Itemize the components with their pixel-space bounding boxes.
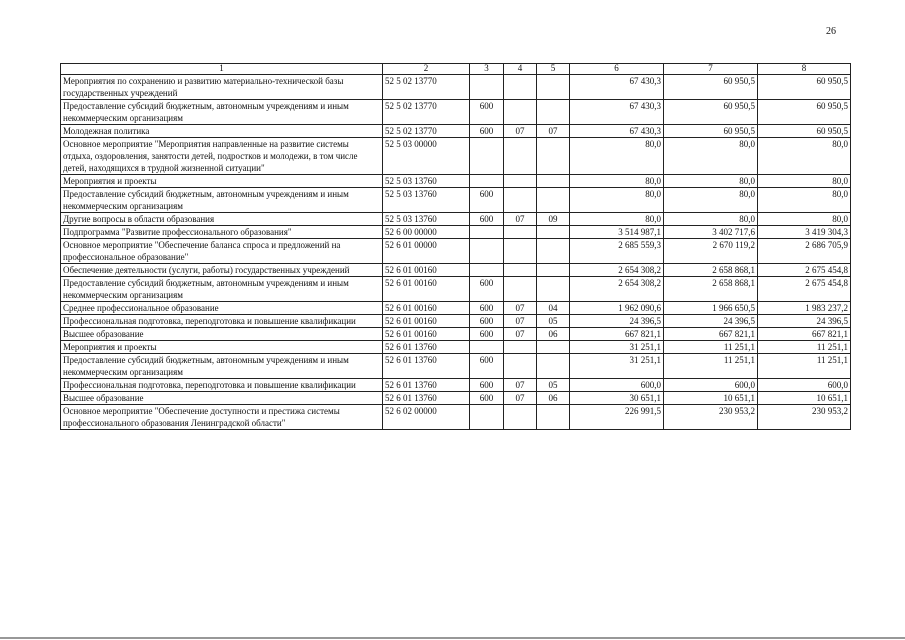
target-code-cell: 52 6 01 00160 — [383, 315, 470, 328]
section-cell — [504, 264, 537, 277]
amount-year1-cell: 1 962 090,6 — [570, 302, 664, 315]
amount-year3-cell: 667 821,1 — [758, 328, 851, 341]
section-cell — [504, 188, 537, 213]
amount-year1-cell: 2 654 308,2 — [570, 264, 664, 277]
section-cell — [504, 138, 537, 175]
table-row — [61, 392, 851, 405]
amount-year2-cell: 10 651,1 — [664, 392, 758, 405]
section-cell: 07 — [504, 392, 537, 405]
amount-year1-cell: 600,0 — [570, 379, 664, 392]
amount-year3-cell: 11 251,1 — [758, 354, 851, 379]
section-cell: 07 — [504, 302, 537, 315]
subsection-cell: 06 — [537, 392, 570, 405]
amount-year2-cell: 2 658 868,1 — [664, 277, 758, 302]
subsection-cell — [537, 239, 570, 264]
table-row — [61, 277, 851, 302]
amount-year2-cell: 667 821,1 — [664, 328, 758, 341]
subsection-cell — [537, 175, 570, 188]
row-name-cell: Профессиональная подготовка, переподготовка и повышение квалификации — [61, 379, 383, 392]
column-header: 3 — [470, 64, 504, 75]
subsection-cell — [537, 405, 570, 430]
expense-type-cell — [470, 239, 504, 264]
row-name-cell: Обеспечение деятельности (услуги, работы) государственных учреждений — [61, 264, 383, 277]
expense-type-cell: 600 — [470, 188, 504, 213]
column-header: 8 — [758, 64, 851, 75]
row-name-cell: Предоставление субсидий бюджетным, автономным учреждениям и иным некоммерческим организациям — [61, 100, 383, 125]
column-header: 2 — [383, 64, 470, 75]
column-header: 6 — [570, 64, 664, 75]
amount-year2-cell: 3 402 717,6 — [664, 226, 758, 239]
expense-type-cell — [470, 75, 504, 100]
subsection-cell: 05 — [537, 379, 570, 392]
row-name-cell: Профессиональная подготовка, переподготовка и повышение квалификации — [61, 315, 383, 328]
table-row — [61, 239, 851, 264]
amount-year1-cell: 226 991,5 — [570, 405, 664, 430]
subsection-cell — [537, 188, 570, 213]
row-name-cell: Молодежная политика — [61, 125, 383, 138]
amount-year1-cell: 24 396,5 — [570, 315, 664, 328]
amount-year3-cell: 10 651,1 — [758, 392, 851, 405]
table-row — [61, 100, 851, 125]
row-name-cell: Основное мероприятие "Обеспечение доступности и престижа системы профессионального образования Ленинградской области" — [61, 405, 383, 430]
section-cell: 07 — [504, 379, 537, 392]
amount-year3-cell: 600,0 — [758, 379, 851, 392]
amount-year3-cell: 60 950,5 — [758, 125, 851, 138]
target-code-cell: 52 5 03 13760 — [383, 175, 470, 188]
expense-type-cell — [470, 405, 504, 430]
amount-year2-cell: 11 251,1 — [664, 354, 758, 379]
row-name-cell: Мероприятия и проекты — [61, 341, 383, 354]
target-code-cell: 52 6 01 00000 — [383, 239, 470, 264]
target-code-cell: 52 5 03 00000 — [383, 138, 470, 175]
amount-year3-cell: 24 396,5 — [758, 315, 851, 328]
amount-year1-cell: 2 654 308,2 — [570, 277, 664, 302]
amount-year3-cell: 80,0 — [758, 188, 851, 213]
column-header: 7 — [664, 64, 758, 75]
amount-year1-cell: 30 651,1 — [570, 392, 664, 405]
amount-year2-cell: 11 251,1 — [664, 341, 758, 354]
amount-year1-cell: 31 251,1 — [570, 341, 664, 354]
amount-year2-cell: 60 950,5 — [664, 100, 758, 125]
row-name-cell: Основное мероприятие "Обеспечение баланса спроса и предложений на профессиональное образование" — [61, 239, 383, 264]
subsection-cell: 05 — [537, 315, 570, 328]
target-code-cell: 52 6 01 13760 — [383, 392, 470, 405]
amount-year3-cell: 80,0 — [758, 175, 851, 188]
expense-type-cell: 600 — [470, 392, 504, 405]
section-cell: 07 — [504, 213, 537, 226]
table-row — [61, 302, 851, 315]
expense-type-cell: 600 — [470, 125, 504, 138]
column-header: 4 — [504, 64, 537, 75]
section-cell: 07 — [504, 315, 537, 328]
row-name-cell: Мероприятия и проекты — [61, 175, 383, 188]
scan-edge-line — [0, 637, 905, 639]
section-cell — [504, 354, 537, 379]
target-code-cell: 52 6 00 00000 — [383, 226, 470, 239]
amount-year3-cell: 230 953,2 — [758, 405, 851, 430]
column-header: 5 — [537, 64, 570, 75]
amount-year2-cell: 80,0 — [664, 138, 758, 175]
amount-year1-cell: 3 514 987,1 — [570, 226, 664, 239]
table-row — [61, 354, 851, 379]
amount-year1-cell: 80,0 — [570, 138, 664, 175]
subsection-cell — [537, 277, 570, 302]
amount-year2-cell: 1 966 650,5 — [664, 302, 758, 315]
table-row — [61, 175, 851, 188]
amount-year2-cell: 60 950,5 — [664, 125, 758, 138]
amount-year3-cell: 60 950,5 — [758, 75, 851, 100]
amount-year1-cell: 80,0 — [570, 213, 664, 226]
amount-year3-cell: 80,0 — [758, 138, 851, 175]
table-row — [61, 379, 851, 392]
amount-year3-cell: 2 675 454,8 — [758, 277, 851, 302]
target-code-cell: 52 6 01 00160 — [383, 328, 470, 341]
amount-year2-cell: 60 950,5 — [664, 75, 758, 100]
table-row — [61, 341, 851, 354]
row-name-cell: Предоставление субсидий бюджетным, автономным учреждениям и иным некоммерческим организациям — [61, 354, 383, 379]
section-cell — [504, 226, 537, 239]
table-row — [61, 188, 851, 213]
target-code-cell: 52 6 01 00160 — [383, 277, 470, 302]
row-name-cell: Предоставление субсидий бюджетным, автономным учреждениям и иным некоммерческим организациям — [61, 277, 383, 302]
subsection-cell — [537, 354, 570, 379]
table-row — [61, 213, 851, 226]
subsection-cell — [537, 100, 570, 125]
amount-year1-cell: 67 430,3 — [570, 100, 664, 125]
table-header-row — [61, 64, 851, 75]
section-cell — [504, 277, 537, 302]
amount-year2-cell: 80,0 — [664, 213, 758, 226]
target-code-cell: 52 6 01 13760 — [383, 341, 470, 354]
amount-year2-cell: 2 670 119,2 — [664, 239, 758, 264]
table-row — [61, 315, 851, 328]
amount-year1-cell: 667 821,1 — [570, 328, 664, 341]
expense-type-cell: 600 — [470, 379, 504, 392]
section-cell — [504, 75, 537, 100]
target-code-cell: 52 6 01 13760 — [383, 379, 470, 392]
column-header: 1 — [61, 64, 383, 75]
target-code-cell: 52 6 01 13760 — [383, 354, 470, 379]
amount-year3-cell: 2 686 705,9 — [758, 239, 851, 264]
amount-year3-cell: 60 950,5 — [758, 100, 851, 125]
table-row — [61, 405, 851, 430]
subsection-cell — [537, 264, 570, 277]
expense-type-cell — [470, 264, 504, 277]
amount-year1-cell: 31 251,1 — [570, 354, 664, 379]
row-name-cell: Высшее образование — [61, 392, 383, 405]
section-cell — [504, 405, 537, 430]
amount-year2-cell: 24 396,5 — [664, 315, 758, 328]
target-code-cell: 52 5 03 13760 — [383, 213, 470, 226]
row-name-cell: Предоставление субсидий бюджетным, автономным учреждениям и иным некоммерческим организациям — [61, 188, 383, 213]
target-code-cell: 52 5 03 13760 — [383, 188, 470, 213]
row-name-cell: Основное мероприятие "Мероприятия направленные на развитие системы отдыха, оздоровления, занятости детей, подростков и молодежи, в том числе детей, находящихся в трудной жизненной ситуации" — [61, 138, 383, 175]
expense-type-cell — [470, 226, 504, 239]
target-code-cell: 52 6 01 00160 — [383, 302, 470, 315]
amount-year1-cell: 67 430,3 — [570, 125, 664, 138]
row-name-cell: Мероприятия по сохранению и развитию материально-технической базы государственных учреждений — [61, 75, 383, 100]
table-row — [61, 75, 851, 100]
amount-year1-cell: 2 685 559,3 — [570, 239, 664, 264]
row-name-cell: Высшее образование — [61, 328, 383, 341]
amount-year2-cell: 80,0 — [664, 188, 758, 213]
subsection-cell — [537, 138, 570, 175]
expense-type-cell: 600 — [470, 277, 504, 302]
subsection-cell: 04 — [537, 302, 570, 315]
amount-year3-cell: 3 419 304,3 — [758, 226, 851, 239]
amount-year1-cell: 80,0 — [570, 175, 664, 188]
budget-table — [60, 63, 851, 430]
target-code-cell: 52 6 01 00160 — [383, 264, 470, 277]
row-name-cell: Другие вопросы в области образования — [61, 213, 383, 226]
target-code-cell: 52 6 02 00000 — [383, 405, 470, 430]
section-cell: 07 — [504, 125, 537, 138]
amount-year2-cell: 600,0 — [664, 379, 758, 392]
expense-type-cell: 600 — [470, 328, 504, 341]
amount-year2-cell: 2 658 868,1 — [664, 264, 758, 277]
target-code-cell: 52 5 02 13770 — [383, 100, 470, 125]
table-row — [61, 328, 851, 341]
row-name-cell: Подпрограмма "Развитие профессионального образования" — [61, 226, 383, 239]
page-number: 26 — [826, 26, 836, 37]
expense-type-cell — [470, 175, 504, 188]
target-code-cell: 52 5 02 13770 — [383, 75, 470, 100]
subsection-cell — [537, 341, 570, 354]
subsection-cell: 09 — [537, 213, 570, 226]
section-cell — [504, 341, 537, 354]
table-row — [61, 138, 851, 175]
section-cell: 07 — [504, 328, 537, 341]
subsection-cell — [537, 75, 570, 100]
table-row — [61, 264, 851, 277]
table-row — [61, 125, 851, 138]
amount-year1-cell: 67 430,3 — [570, 75, 664, 100]
target-code-cell: 52 5 02 13770 — [383, 125, 470, 138]
section-cell — [504, 100, 537, 125]
expense-type-cell: 600 — [470, 100, 504, 125]
amount-year2-cell: 230 953,2 — [664, 405, 758, 430]
amount-year1-cell: 80,0 — [570, 188, 664, 213]
row-name-cell: Среднее профессиональное образование — [61, 302, 383, 315]
expense-type-cell — [470, 138, 504, 175]
expense-type-cell: 600 — [470, 213, 504, 226]
section-cell — [504, 175, 537, 188]
subsection-cell: 07 — [537, 125, 570, 138]
subsection-cell: 06 — [537, 328, 570, 341]
subsection-cell — [537, 226, 570, 239]
amount-year3-cell: 2 675 454,8 — [758, 264, 851, 277]
section-cell — [504, 239, 537, 264]
amount-year3-cell: 11 251,1 — [758, 341, 851, 354]
amount-year3-cell: 1 983 237,2 — [758, 302, 851, 315]
expense-type-cell — [470, 341, 504, 354]
expense-type-cell: 600 — [470, 302, 504, 315]
expense-type-cell: 600 — [470, 315, 504, 328]
table-row — [61, 226, 851, 239]
amount-year3-cell: 80,0 — [758, 213, 851, 226]
expense-type-cell: 600 — [470, 354, 504, 379]
amount-year2-cell: 80,0 — [664, 175, 758, 188]
